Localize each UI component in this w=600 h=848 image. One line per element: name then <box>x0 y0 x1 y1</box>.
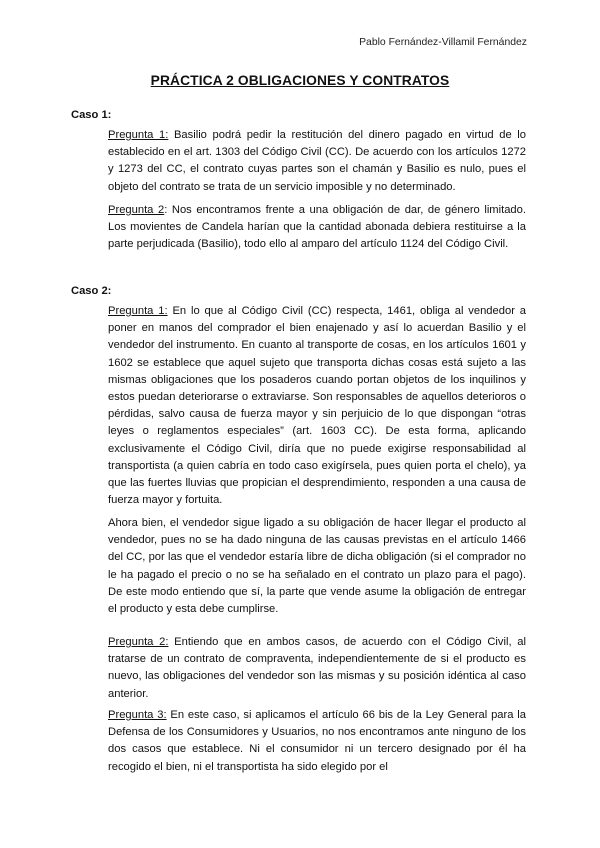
caso-2-heading: Caso 2: <box>71 285 112 297</box>
caso-1-heading: Caso 1: <box>71 109 112 121</box>
pregunta-label: Pregunta 3: <box>108 709 167 721</box>
caso-2-pregunta-3 <box>108 707 526 776</box>
pregunta-text: : Nos encontramos frente a una obligación de dar, de género limitado. Los movientes de Candela harían que la cantidad abonada debiera restituirse a la parte perjudicada (Basilio), todo ello al amparo del artículo 1124 del Código Civil. <box>108 204 526 251</box>
pregunta-text: En este caso, si aplicamos el artículo 66 bis de la Ley General para la Defensa de los Consumidores y Usuarios, no nos encontramos ante ninguno de los dos casos que establece. Ni el consumidor ni un tercero designado por él ha recogido el bien, ni el transportista ha sido elegido por el <box>108 709 526 773</box>
caso-1-pregunta-2 <box>108 202 526 254</box>
pregunta-text: En lo que al Código Civil (CC) respecta, 1461, obliga al vendedor a poner en manos del comprador el bien enajenado y así lo acuerdan Basilio y el vendedor del instrumento. En cuanto al transporte de cosas, en los artículos 1601 y 1602 se establece que aquel sujeto que transporta dichas cosas está sujeto a las mismas obligaciones que los posaderos cuando portan objetos de los inquilinos y estos puedan deteriorarse o extraviarse. Son responsables de aquellos deterioros o pérdidas, salvo causa de fuerza mayor y sin perjuicio de lo que dispongan “otras leyes o reglamentos especiales” (art. 1603 CC). De esta forma, aplicando exclusivamente el Código Civil, diría que no puede exigirse responsabilidad al transportista (a quien cabría en todo caso exigírsela, pues quien porta el chelo), ya que las fuertes lluvias que propician el desprendimiento, responden a una causa de fuerza mayor y fortuita. <box>108 305 526 507</box>
caso-1-pregunta-1 <box>108 127 526 196</box>
pregunta-label: Pregunta 2: <box>108 636 169 648</box>
pregunta-label: Pregunta 2 <box>108 204 165 216</box>
page-title: PRÁCTICA 2 OBLIGACIONES Y CONTRATOS <box>150 73 450 88</box>
pregunta-text: Entiendo que en ambos casos, de acuerdo con el Código Civil, al tratarse de un contrato de compraventa, independientemente de si el producto es nuevo, las obligaciones del vendedor son las mismas y su posición idéntica al caso anterior. <box>108 636 526 700</box>
pregunta-text: Basilio podrá pedir la restitución del dinero pagado en virtud de lo establecido en el art. 1303 del Código Civil (CC). De acuerdo con los artículos 1272 y 1273 del CC, el contrato cuyas partes son el chamán y Basilio es nulo, pues el objeto del contrato se trata de un servicio imposible y no determinado. <box>108 129 526 193</box>
pregunta-label: Pregunta 1: <box>108 305 168 317</box>
caso-2-pregunta-1 <box>108 303 526 509</box>
caso-2-pregunta-2 <box>108 634 526 703</box>
pregunta-label: Pregunta 1: <box>108 129 169 141</box>
caso-2-pregunta-1-continued: Ahora bien, el vendedor sigue ligado a su obligación de hacer llegar el producto al vendedor, pues no se ha dado ninguna de las causas previstas en el artículo 1466 del CC, por las que el vendedor estaría libre de dicha obligación (si el comprador no le ha pagado el precio o no se ha señalado en el contrato un plazo para el pago). De este modo entiendo que sí, la parte que vende asume la obligación de entregar el producto y esta debe cumplirse. <box>108 517 526 616</box>
header-author: Pablo Fernández-Villamil Fernández <box>359 37 527 48</box>
